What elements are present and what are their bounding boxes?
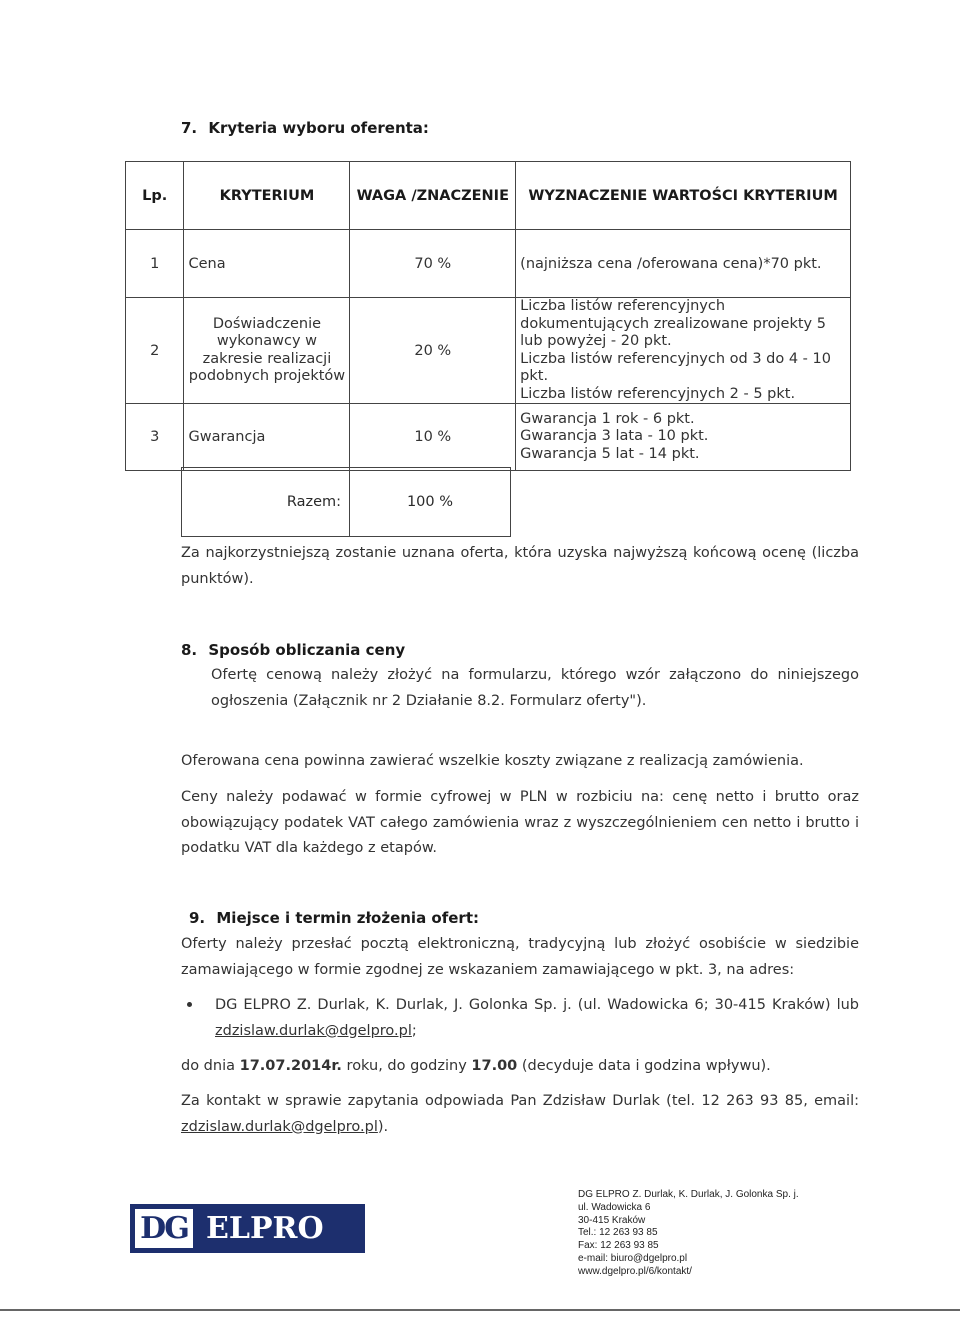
summary-value: 100 % [350, 468, 511, 537]
logo-dg-mark: DG [135, 1209, 193, 1248]
section-title: Sposób obliczania ceny [208, 641, 406, 659]
wyznaczenie-line: Gwarancja 5 lat - 14 pkt. [520, 445, 700, 462]
col-header-wyznaczenie: WYZNACZENIE WARTOŚCI KRYTERIUM [516, 162, 851, 230]
section-number: 7. [181, 119, 198, 137]
deadline-prefix: do dnia [181, 1058, 240, 1074]
address-bullet [215, 993, 859, 1044]
wyznaczenie-line: Liczba listów referencyjnych od 3 do 4 - 10 pkt. [520, 350, 831, 384]
criteria-table [125, 161, 851, 471]
wyznaczenie-line: Liczba listów referencyjnych dokumentujących zrealizowane projekty 5 lub powyżej - 20 pkt. [520, 298, 826, 349]
contact-suffix: ). [377, 1118, 389, 1135]
table-header-row [126, 162, 851, 230]
row-waga: 10 % [350, 404, 516, 471]
deadline-suffix: (decyduje data i godzina wpływu). [517, 1058, 771, 1074]
section-number: 8. [181, 641, 198, 659]
row-kryterium [184, 298, 350, 404]
section-title: Miejsce i termin złożenia ofert: [216, 909, 479, 927]
bullet-dot [187, 1002, 192, 1007]
section-9-heading [189, 909, 479, 927]
summary-label: Razem: [182, 468, 350, 537]
section-number: 9. [189, 909, 206, 927]
row-kryterium: Gwarancja [184, 404, 350, 471]
deadline-text [181, 1054, 859, 1080]
row-waga: 20 % [350, 298, 516, 404]
kryterium-text: Doświadczenie wykonawcy w zakresie realizacji podobnych projektów [188, 315, 346, 384]
table-row [126, 298, 851, 404]
summary-row [182, 468, 511, 537]
contact-sentence: Za kontakt w sprawie zapytania odpowiada Pan Zdzisław Durlak (tel. 12 263 93 85, email: [181, 1093, 859, 1109]
deadline-date: 17.07.2014r. [239, 1058, 342, 1074]
elpro-logo [130, 1204, 365, 1253]
logo-name: ELPRO [206, 1211, 324, 1246]
section-8-p3: Ceny należy podawać w formie cyfrowej w PLN w rozbiciu na: cenę netto i brutto oraz obowiązujący podatek VAT całego zamówienia wraz z wyszczególnieniem cen netto i brutto i podatku VAT dla każdego z etapów. [181, 789, 859, 856]
footer-email[interactable]: e-mail: biuro@dgelpro.pl [578, 1252, 688, 1264]
row-wyznaczenie [516, 404, 851, 471]
footer-contact [578, 1189, 799, 1279]
footer-company: DG ELPRO Z. Durlak, K. Durlak, J. Golonka Sp. j. [578, 1189, 799, 1200]
table-row [126, 404, 851, 471]
footer-fax: Fax: 12 263 93 85 [578, 1240, 659, 1252]
row-lp: 2 [126, 298, 184, 404]
row-kryterium: Cena [184, 230, 350, 298]
section-8-heading [181, 641, 405, 659]
section-8-p2: Oferowana cena powinna zawierać wszelkie koszty związane z realizacją zamówienia. [181, 753, 804, 769]
row-lp: 1 [126, 230, 184, 298]
deadline-middle: roku, do godziny [341, 1058, 472, 1074]
row-wyznaczenie [516, 230, 851, 298]
row-lp: 3 [126, 404, 184, 471]
scan-edge-line [0, 1309, 960, 1311]
row-waga: 70 % [350, 230, 516, 298]
summary-table [181, 467, 511, 537]
wyznaczenie-line: (najniższa cena /oferowana cena)*70 pkt. [520, 255, 822, 272]
address-suffix: ; [411, 1022, 417, 1039]
table-row [126, 230, 851, 298]
section-8-p1: Ofertę cenową należy złożyć na formularzu, którego wzór załączono do niniejszego ogłoszenia (Załącznik nr 2 Działanie 8.2. Formularz oferty"). [211, 667, 859, 709]
contact-text [181, 1089, 859, 1140]
footer-street: ul. Wadowicka 6 [578, 1201, 651, 1213]
col-header-waga: WAGA /ZNACZENIE [350, 162, 516, 230]
address-text: DG ELPRO Z. Durlak, K. Durlak, J. Golonka Sp. j. (ul. Wadowicka 6; 30-415 Kraków) lub [215, 997, 859, 1013]
footer-website[interactable]: www.dgelpro.pl/6/kontakt/ [578, 1265, 692, 1277]
email-link[interactable]: zdzislaw.durlak@dgelpro.pl [215, 1022, 412, 1039]
row-wyznaczenie [516, 298, 851, 404]
after-table-text: Za najkorzystniejszą zostanie uznana oferta, która uzyska najwyższą końcową ocenę (liczba punktów). [181, 545, 859, 587]
section-7-heading [181, 119, 429, 137]
deadline-hour: 17.00 [471, 1058, 518, 1074]
wyznaczenie-line: Liczba listów referencyjnych 2 - 5 pkt. [520, 385, 796, 402]
wyznaczenie-line: Gwarancja 3 lata - 10 pkt. [520, 428, 709, 445]
footer-city: 30-415 Kraków [578, 1214, 646, 1226]
col-header-lp: Lp. [126, 162, 184, 230]
col-header-kryterium: KRYTERIUM [184, 162, 350, 230]
contact-email-link[interactable]: zdzislaw.durlak@dgelpro.pl [181, 1118, 378, 1135]
section-9-p1: Oferty należy przesłać pocztą elektroniczną, tradycyjną lub złożyć osobiście w siedzibie zamawiającego w formie zgodnej ze wskazaniem zamawiającego w pkt. 3, na adres: [181, 936, 859, 978]
footer-phone: Tel.: 12 263 93 85 [578, 1227, 658, 1239]
section-title: Kryteria wyboru oferenta: [208, 119, 429, 137]
wyznaczenie-line: Gwarancja 1 rok - 6 pkt. [520, 410, 695, 427]
